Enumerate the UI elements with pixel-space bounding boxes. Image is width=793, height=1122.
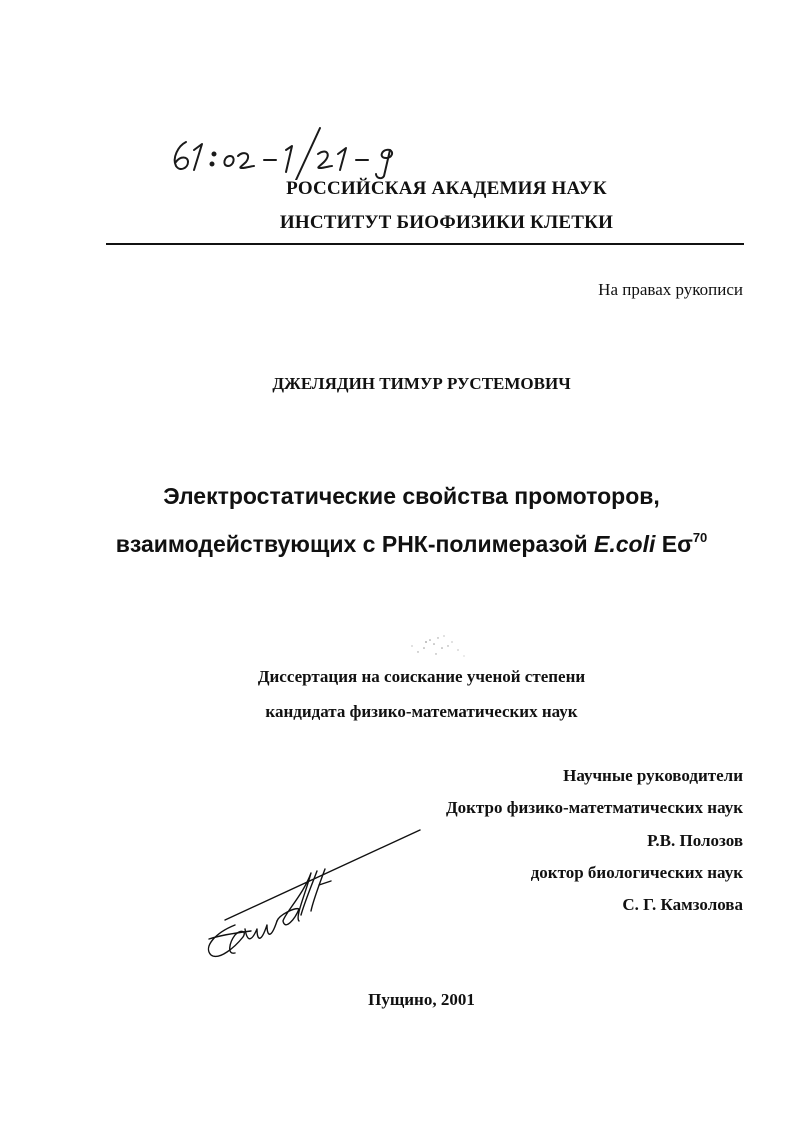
- place-and-year: Пущино, 2001: [368, 990, 475, 1009]
- faint-stamp-speckle: [398, 628, 478, 668]
- supervisor-2-name: С. Г. Камзолова: [622, 895, 743, 914]
- degree-line-2: кандидата физико-математических наук: [265, 702, 578, 721]
- enzyme-name: Eσ: [655, 531, 693, 557]
- organization-name: РОССИЙСКАЯ АКАДЕМИЯ НАУК: [286, 178, 607, 199]
- supervisor-1-degree: Доктро физико-матетматических наук: [445, 798, 743, 817]
- manuscript-rights-note: На правах рукописи: [598, 280, 743, 299]
- supervisor-2-degree: доктор биологических наук: [530, 863, 743, 882]
- organism-name: E.coli: [594, 531, 656, 557]
- author-signature: [195, 825, 425, 975]
- sigma-superscript: 70: [692, 530, 708, 545]
- signature-icon: [195, 825, 425, 975]
- thesis-title-line-2: [0, 530, 793, 558]
- author-name: ДЖЕЛЯДИН ТИМУР РУСТЕМОВИЧ: [272, 374, 571, 393]
- handwritten-archive-code: [168, 120, 488, 180]
- institute-name: ИНСТИТУТ БИОФИЗИКИ КЛЕТКИ: [279, 212, 614, 233]
- degree-line-1: Диссертация на соискание ученой степени: [257, 667, 586, 686]
- title-prefix: взаимодействующих с РНК-полимеразой: [115, 531, 594, 557]
- header-divider: [106, 243, 744, 245]
- supervisor-1-name: Р.В. Полозов: [647, 831, 743, 850]
- handwritten-code-drawing: [168, 120, 488, 180]
- supervisors-heading: Научные руководители: [563, 766, 743, 785]
- speckle-dots: [398, 628, 478, 668]
- thesis-title-line-1: Электростатические свойства промоторов,: [163, 483, 660, 509]
